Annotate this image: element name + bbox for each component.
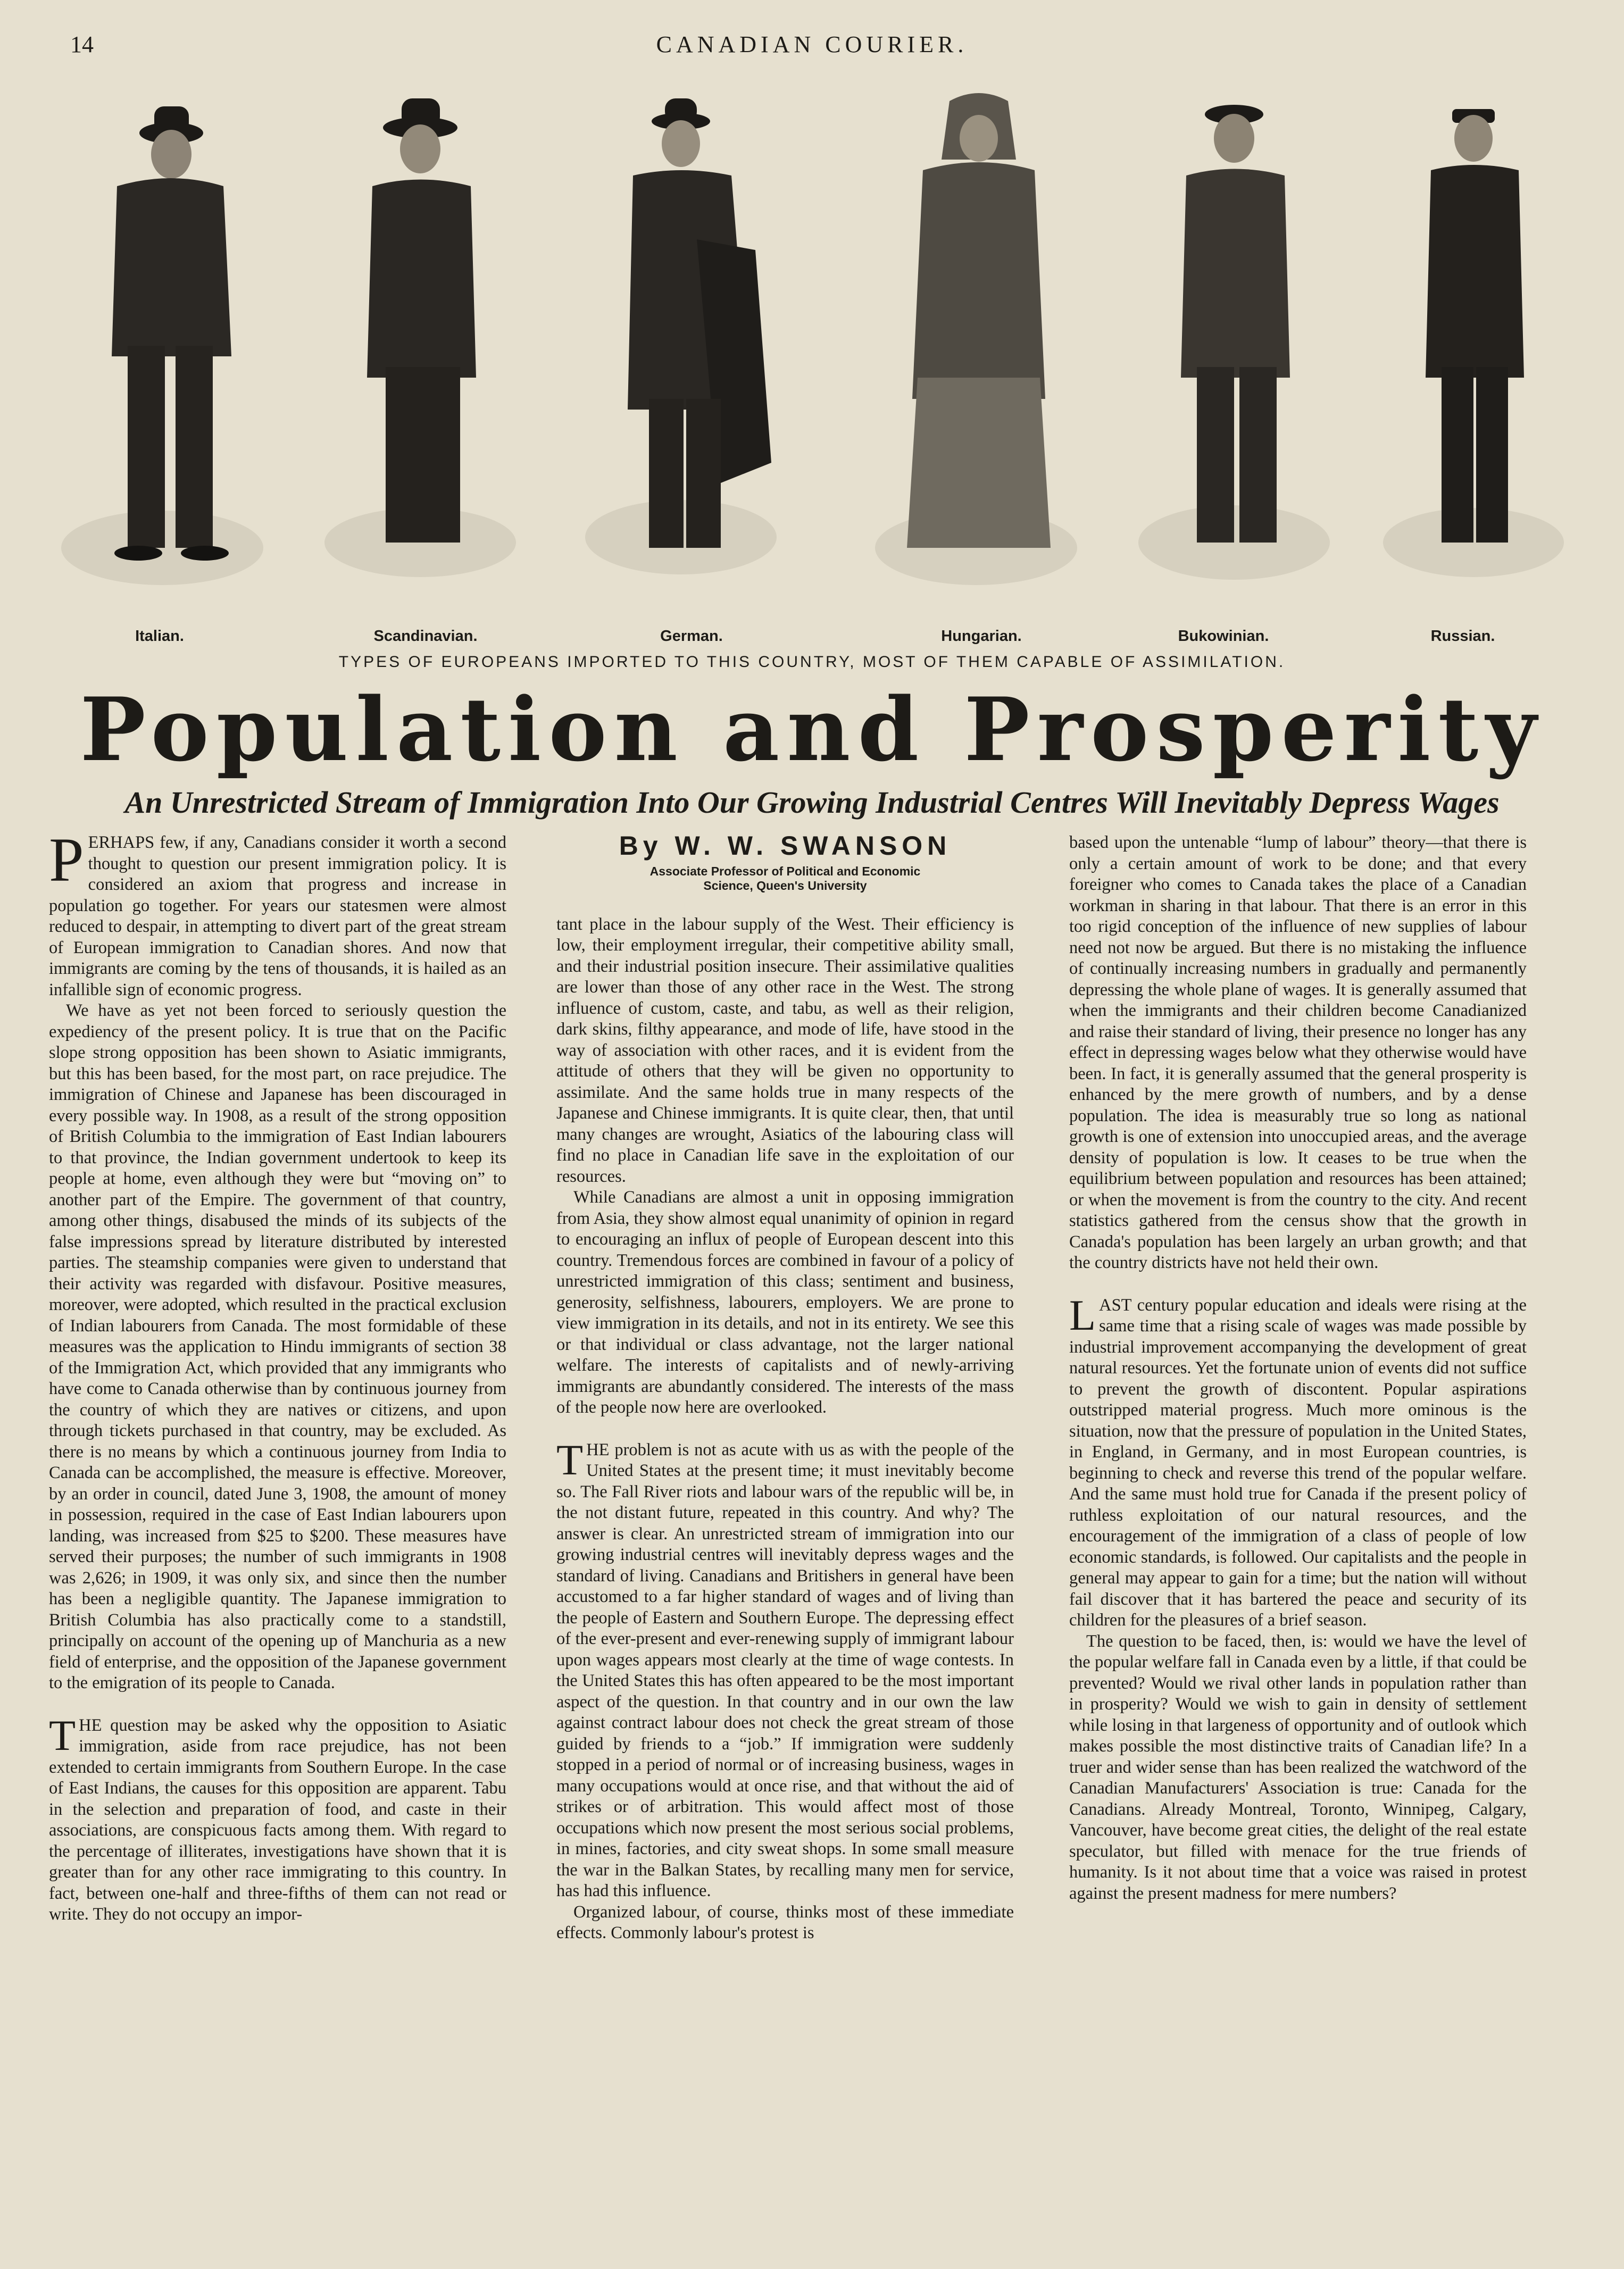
photo-hungarian [870,80,1093,675]
photo-russian [1351,80,1575,675]
byline: By W. W. SWANSON [619,831,952,861]
italian-figure-image [48,80,271,638]
bukowinian-figure-image [1112,80,1335,638]
column-1 [49,825,506,1925]
photo-strip-caption: TYPES OF EUROPEANS IMPORTED TO THIS COUNTRY, MOST OF THEM CAPABLE OF ASSIMILATION. [338,653,1286,671]
author-affiliation: Associate Professor of Political and Economic Science, Queen's University [649,864,921,892]
drop-cap: T [556,1435,584,1484]
photo-bukowinian [1112,80,1335,675]
paragraph: While Canadians are almost a unit in opposing immigration from Asia, they show almost equal unanimity of opinion in regard to encouraging an influx of people of European descent into this country. Tremendous forces are combined in favour of a policy of unrestricted immigration of this class; sentiment and business, generosity, selfishness, labourers, employers. We are prone to view immigration in its details, and not in its entirety. We see this or that individual or class advantage, not the larger national welfare. The interests of capitalists and of newly-arriving immigrants are abundantly considered. The interests of the mass of the people now here are overlooked. [556,1188,1014,1417]
scandinavian-figure-image [314,80,537,638]
german-figure-image [580,80,803,638]
page-number: 14 [70,31,94,57]
paragraph: tant place in the labour supply of the West. Their efficiency is low, their employment irregular, their competitive ability small, and their industrial position insecure. Their assimilative qualities are lower than those of any other race in the West. The strong influence of custom, caste, and tabu, as well as their religion, dark skins, filthy appearance, and mode of life, have stood in the way of association with other races, and it is evident from the attitude of others that they will be given no opportunity to assimilate. And the same holds true in many respects of the Japanese and Chinese immigrants. It is quite clear, then, that until many changes are wrought, Asiatics of the labouring class will find no place in Canadian life save in the exploitation of our resources. [556,914,1014,1186]
paragraph: THE question may be asked why the opposition to Asiatic immigration, aside from race prejudice, has not been extended to certain immigrants from Southern Europe. In the case of East Indians, the causes for this opposition are apparent. Tabu in the selection and preparation of food, and caste in their associations, are conspicuous facts among them. With regard to the percentage of illiterates, investigations have shown that it is greater than for any other race immigrating to this country. In fact, between one-half and three-fifths of them can not read or write. They do not occupy an impor- [49,1711,506,1924]
drop-cap: P [49,825,84,895]
paragraph: Organized labour, of course, thinks most of these immediate effects. Commonly labour's protest is [556,1902,1014,1942]
photo-scandinavian [314,80,537,675]
drop-cap: L [1069,1290,1096,1339]
photo-caption: Hungarian. [941,628,1022,645]
article-title: Population and Prosperity [80,678,1544,781]
photo-caption: Russian. [1430,628,1495,645]
paragraph: based upon the untenable “lump of labour” theory—that there is only a certain amount of work to be done; and that every foreigner who comes to Canada takes the place of a Canadian workman in sharing in that labour. That there is an error in this too rigid conception of the influence of new supplies of labour need not now be argued. But there is no mistaking the influence of continually increasing numbers in gradually and permanently depressing the whole plane of wages. It is generally assumed that when the immigrants and their children become Canadianized and raise their standard of living, their presence no longer has any effect in depressing wages below what they otherwise would have been. In fact, it is generally assumed that the general prosperity is enhanced by the mere growth of numbers, and by a dense population. The idea is measurably true so long as national growth is one of extension into unoccupied areas, and the average density of population is low. It ceases to be true when the equilibrium between population and resources has been attained; or when the movement is from the country to the city. And recent statistics gathered from the census show that the growth in Canada's population has been largely an urban growth; and that the country districts have not held their own. [1069,833,1527,1272]
column-2 [556,832,1014,1944]
photo-strip [48,80,1575,675]
paragraph: The question to be faced, then, is: would we have the level of the popular welfare fall in Canada even by a little, if that could be prevented? Would we rival other lands in population rather than in prosperity? Would we wish to gain in density of settlement while losing in that largeness of opportunity and of outlook which makes possible the most distinctive traits of Canadian life? In a truer and wider sense than has been realized the watchword of the Canadian Manufacturers' Association is true: Canada for the Canadians. Already Montreal, Toronto, Winnipeg, Calgary, Vancouver, have become great cities, the delight of the real estate speculator, but filled with menace for the true friends of humanity. Is it not about time that a voice was raised in protest against the present madness for mere numbers? [1069,1631,1527,1903]
paragraph: We have as yet not been forced to seriously question the expediency of the present policy. It is true that on the Pacific slope strong opposition has been shown to Asiatic immigrants, but this has been based, for the most part, on race prejudice. The immigration of Chinese and Japanese has been discouraged in every possible way. In 1908, as a result of the strong opposition of British Columbia to the immigration of East Indian labourers to that province, the Indian government undertook to keep its people at home, even although they were but “moving on” to another part of the Empire. The government of that country, among other things, disabused the minds of its subjects of the false impressions spread by literature distributed by interested parties. The steamship companies were given to understand that their activity was regarded with disfavour. Positive measures, moreover, were adopted, which resulted in the practical exclusion of Indian labourers from Canada. The most formidable of these measures was the application to Hindu immigrants of section 38 of the Immigration Act, which provided that any immigrants who have come to Canada otherwise than by continuous journey from the country of which they are natives or citizens, and upon through tickets purchased in that country, may be excluded. As there is no means by which a continuous journey from India to Canada can be accomplished, the measure is effective. Moreover, by an order in council, dated June 3, 1908, the amount of money in possession, required in the case of East Indian labourers upon landing, was increased from $25 to $200. These measures have served their purposes; the number of such immigrants in 1908 was 2,626; in 1909, it was only six, and since then the number has been a negligible quantity. The Japanese immigration to British Columbia has also practically come to a standstill, principally on account of the opening up of Manchuria as a new field of enterprise, and the opposition of the Japanese government to the emigration of its people to Canada. [49,1001,506,1692]
photo-caption: Italian. [135,628,184,645]
photo-caption: Scandinavian. [373,628,478,645]
paragraph: THE problem is not as acute with us as with the people of the United States at the present time; it must inevitably become so. The Fall River riots and labour wars of the republic will be, in the not distant future, repeated in this country. And why? The answer is clear. An unrestricted stream of immigration into our growing industrial centres will inevitably depress wages and the standard of living. Canadians and Britishers in general have been accustomed to a far higher standard of wages and of living than the people of Eastern and Southern Europe. The depressing effect of the ever-present and ever-renewing supply of immigrant labour upon wages appears most clearly at the time of wage contests. In the United States this has often appeared to be the most important aspect of the question. In that country and in our own the law against contract labour does not check the great stream of those guided by friends to a “job.” If immigration were suddenly stopped in a period of normal or of increasing business, wages in many occupations would at once rise, and that without the aid of strikes or of arbitration. This would affect most of those occupations which now present the most serious social problems, in mines, factories, and city sweat shops. In some small measure the war in the Balkan States, by recalling many men for service, has had this influence. [556,1435,1014,1900]
column-3 [1069,832,1527,1904]
photo-german [580,80,803,675]
hungarian-figure-image [870,80,1093,638]
russian-figure-image [1351,80,1575,638]
photo-italian [48,80,271,675]
photo-caption: German. [660,628,723,645]
drop-cap: T [49,1711,76,1759]
article-subtitle: An Unrestricted Stream of Immigration Into Our Growing Industrial Centres Will Inevitably Depress Wages [124,785,1500,820]
paragraph: LAST century popular education and ideals were rising at the same time that a rising scale of wages was made possible by industrial improvement accompanying the development of great natural resources. Yet the fortunate union of events did not suffice to prevent the growth of discontent. Popular aspirations outstripped material progress. Much more ominous is the situation, now that the pressure of population in the United States, in England, in Germany, and in most European countries, is beginning to check and reverse this trend of the popular welfare. And the same must hold true for Canada if the present policy of ruthless exploitation of our natural resources, and the encouragement of the immigration of a class of people of low economic standards, is followed. Our capitalists and the people in general may appear to gain for a time; but the nation will without fail discover that it has bartered the peace and security of its children for the pleasures of a brief season. [1069,1290,1527,1630]
masthead: CANADIAN COURIER. [656,31,968,57]
photo-caption: Bukowinian. [1178,628,1269,645]
paragraph: PERHAPS few, if any, Canadians consider it worth a second thought to question our present immigration policy. It is considered an axiom that progress and increase in population go together. For years our statesmen were almost reduced to despair, in attempting to divert part of the great stream of European immigration to Canadian shores. And now that immigrants are coming by the tens of thousands, it is hailed as an infallible sign of economic progress. [49,825,506,999]
